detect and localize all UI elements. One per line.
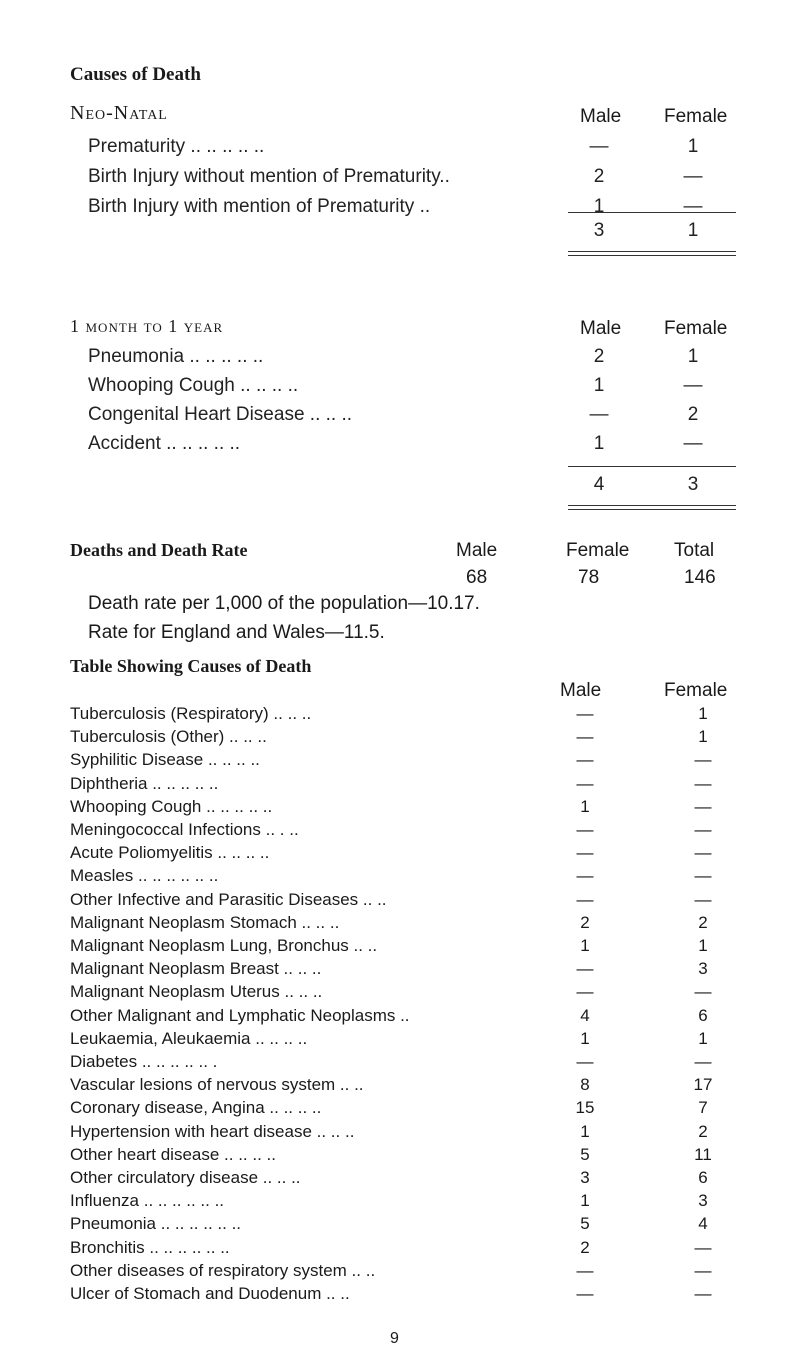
row-label: Tuberculosis (Respiratory) .. .. .. bbox=[70, 704, 312, 723]
row-male-value: 1 bbox=[580, 936, 590, 955]
row-female-value: 3 bbox=[698, 1191, 708, 1211]
row-male-value: — bbox=[576, 959, 594, 979]
row-female-value: 1 bbox=[698, 727, 708, 747]
table-row bbox=[70, 774, 730, 794]
table-row bbox=[88, 346, 738, 372]
row-female-value: 4 bbox=[698, 1214, 708, 1234]
table-row bbox=[70, 843, 730, 863]
table-row bbox=[70, 866, 730, 886]
row-male-value: 8 bbox=[580, 1075, 590, 1095]
table-row bbox=[70, 727, 730, 747]
row-label: Whooping Cough .. .. .. .. bbox=[88, 375, 299, 396]
england-rate-line: Rate for England and Wales—11.5. bbox=[88, 622, 385, 643]
row-male-value: 2 bbox=[593, 346, 605, 367]
neonatal-total-row bbox=[88, 220, 738, 246]
row-male-value: 2 bbox=[593, 166, 605, 187]
row-label: Coronary disease, Angina .. .. .. .. bbox=[70, 1098, 322, 1118]
row-female-value: 2 bbox=[698, 912, 708, 932]
row-male-value: — bbox=[576, 704, 594, 723]
row-female-value: — bbox=[694, 889, 712, 909]
table-row bbox=[70, 1284, 730, 1304]
table-row bbox=[70, 1122, 730, 1142]
row-label: Other Infective and Parasitic Diseases .. .. bbox=[70, 889, 387, 909]
deaths-heading: Deaths and Death Rate bbox=[70, 540, 248, 560]
row-male-value: 1 bbox=[580, 1191, 590, 1211]
table-row bbox=[70, 1098, 730, 1118]
infant-total-male: 4 bbox=[593, 474, 605, 495]
row-male-value: — bbox=[576, 866, 594, 886]
row-male-value: — bbox=[576, 843, 594, 863]
row-label: Accident .. .. .. .. .. bbox=[88, 433, 241, 454]
row-female-value: — bbox=[694, 796, 712, 816]
row-male-value: 1 bbox=[580, 1028, 590, 1048]
row-label: Influenza .. .. .. .. .. .. bbox=[70, 1191, 225, 1211]
table-row bbox=[70, 1261, 730, 1281]
table-row bbox=[70, 1145, 730, 1165]
row-label: Measles .. .. .. .. .. .. bbox=[70, 866, 219, 886]
row-female-value: — bbox=[694, 1260, 712, 1280]
neonatal-female-header: Female bbox=[664, 106, 728, 127]
table-row bbox=[88, 375, 738, 401]
table-row bbox=[70, 890, 730, 910]
table-row bbox=[88, 196, 738, 222]
row-female-value: 6 bbox=[698, 1005, 708, 1025]
row-label: Other Malignant and Lymphatic Neoplasms .. bbox=[70, 1005, 410, 1025]
row-label: Malignant Neoplasm Lung, Bronchus .. .. bbox=[70, 936, 378, 955]
deaths-male-value: 68 bbox=[466, 567, 488, 588]
causes-heading: Table Showing Causes of Death bbox=[70, 656, 312, 676]
row-label: Acute Poliomyelitis .. .. .. .. bbox=[70, 843, 270, 863]
table-row bbox=[70, 959, 730, 979]
row-male-value: — bbox=[576, 820, 594, 839]
row-label: Birth Injury with mention of Prematurity .. bbox=[88, 196, 431, 217]
neonatal-heading: Neo-Natal bbox=[70, 102, 168, 124]
row-label: Tuberculosis (Other) .. .. .. bbox=[70, 727, 267, 747]
row-female-value: — bbox=[694, 982, 712, 1002]
infant-total-rule bbox=[568, 466, 736, 467]
infant-heading: 1 month to 1 year bbox=[70, 316, 224, 336]
row-male-value: 4 bbox=[580, 1005, 590, 1025]
table-row bbox=[70, 1075, 730, 1095]
table-row bbox=[70, 936, 730, 956]
document-title: Causes of Death bbox=[70, 64, 201, 85]
row-label: Other heart disease .. .. .. .. bbox=[70, 1144, 276, 1164]
row-label: Meningococcal Infections .. . .. bbox=[70, 820, 299, 839]
deaths-female-value: 78 bbox=[578, 567, 600, 588]
row-label: Congenital Heart Disease .. .. .. bbox=[88, 404, 353, 425]
table-row bbox=[88, 433, 738, 459]
row-female-value: 1 bbox=[698, 1028, 708, 1048]
row-female-value: — bbox=[694, 843, 712, 863]
table-row bbox=[70, 797, 730, 817]
row-male-value: — bbox=[576, 1284, 594, 1303]
row-label: Whooping Cough .. .. .. .. .. bbox=[70, 796, 273, 816]
neonatal-total-male: 3 bbox=[593, 220, 605, 241]
row-male-value: 5 bbox=[580, 1214, 590, 1234]
table-row bbox=[88, 166, 738, 192]
causes-female-header: Female bbox=[664, 680, 728, 701]
deaths-total-value: 146 bbox=[684, 567, 716, 588]
row-label: Bronchitis .. .. .. .. .. .. bbox=[70, 1237, 230, 1257]
neonatal-total-rule bbox=[568, 212, 736, 213]
row-label: Other circulatory disease .. .. .. bbox=[70, 1168, 301, 1187]
causes-male-header: Male bbox=[560, 680, 602, 701]
table-row bbox=[88, 136, 738, 162]
row-male-value: — bbox=[576, 750, 594, 770]
row-female-value: 1 bbox=[687, 346, 699, 367]
row-female-value: 3 bbox=[698, 959, 708, 979]
row-female-value: 6 bbox=[698, 1168, 708, 1187]
row-female-value: — bbox=[694, 773, 712, 793]
row-male-value: 2 bbox=[580, 912, 590, 932]
row-female-value: — bbox=[683, 375, 703, 396]
row-label: Pneumonia .. .. .. .. .. .. bbox=[70, 1214, 242, 1234]
table-row bbox=[70, 704, 730, 724]
row-male-value: — bbox=[576, 1052, 594, 1071]
row-male-value: — bbox=[576, 773, 594, 793]
row-female-value: — bbox=[694, 750, 712, 770]
row-label: Hypertension with heart disease .. .. .. bbox=[70, 1121, 355, 1141]
deaths-female-header: Female bbox=[566, 540, 630, 561]
row-female-value: — bbox=[683, 196, 703, 217]
table-row bbox=[70, 1191, 730, 1211]
row-male-value: 1 bbox=[593, 375, 605, 396]
deaths-male-header: Male bbox=[456, 540, 498, 561]
table-row bbox=[70, 820, 730, 840]
table-row bbox=[70, 1214, 730, 1234]
row-male-value: — bbox=[576, 1260, 594, 1280]
infant-total-row bbox=[88, 474, 738, 500]
row-female-value: — bbox=[694, 1284, 712, 1303]
page-number: 9 bbox=[390, 1330, 399, 1347]
row-female-value: 7 bbox=[698, 1098, 708, 1118]
row-male-value: 2 bbox=[580, 1237, 590, 1257]
row-female-value: 1 bbox=[698, 936, 708, 955]
row-female-value: — bbox=[694, 1237, 712, 1257]
row-male-value: 1 bbox=[580, 1121, 590, 1141]
row-male-value: 15 bbox=[575, 1098, 595, 1118]
row-label: Diphtheria .. .. .. .. .. bbox=[70, 773, 219, 793]
row-label: Other diseases of respiratory system .. .. bbox=[70, 1260, 376, 1280]
row-male-value: 1 bbox=[580, 796, 590, 816]
row-label: Prematurity .. .. .. .. .. bbox=[88, 136, 265, 157]
table-row bbox=[70, 913, 730, 933]
row-female-value: 2 bbox=[687, 404, 699, 425]
table-row bbox=[70, 1168, 730, 1188]
row-label: Ulcer of Stomach and Duodenum .. .. bbox=[70, 1284, 350, 1303]
neonatal-male-header: Male bbox=[580, 106, 622, 127]
row-label: Birth Injury without mention of Prematurity.. bbox=[88, 166, 450, 187]
infant-total-female: 3 bbox=[687, 474, 699, 495]
row-male-value: — bbox=[589, 136, 609, 157]
row-male-value: — bbox=[576, 889, 594, 909]
row-label: Malignant Neoplasm Breast .. .. .. bbox=[70, 959, 322, 979]
row-label: Diabetes .. .. .. .. .. . bbox=[70, 1052, 218, 1071]
neonatal-total-female: 1 bbox=[687, 220, 699, 241]
row-male-value: — bbox=[576, 727, 594, 747]
row-male-value: — bbox=[576, 982, 594, 1002]
row-male-value: 1 bbox=[593, 433, 605, 454]
row-label: Syphilitic Disease .. .. .. .. bbox=[70, 750, 260, 770]
row-male-value: 1 bbox=[593, 196, 605, 217]
row-label: Vascular lesions of nervous system .. .. bbox=[70, 1075, 364, 1095]
infant-double-rule bbox=[568, 505, 736, 510]
table-row bbox=[70, 1238, 730, 1258]
row-female-value: 17 bbox=[693, 1075, 713, 1095]
death-rate-line: Death rate per 1,000 of the population—10.17. bbox=[88, 593, 480, 614]
table-row bbox=[70, 1029, 730, 1049]
table-row bbox=[88, 404, 738, 430]
neonatal-double-rule bbox=[568, 251, 736, 256]
row-female-value: 1 bbox=[687, 136, 699, 157]
row-female-value: — bbox=[694, 866, 712, 886]
table-row bbox=[70, 982, 730, 1002]
infant-male-header: Male bbox=[580, 318, 622, 339]
row-female-value: 2 bbox=[698, 1121, 708, 1141]
row-female-value: — bbox=[683, 433, 703, 454]
infant-female-header: Female bbox=[664, 318, 728, 339]
row-female-value: — bbox=[683, 166, 703, 187]
table-row bbox=[70, 1052, 730, 1072]
row-female-value: — bbox=[694, 1052, 712, 1071]
row-male-value: — bbox=[589, 404, 609, 425]
row-female-value: 1 bbox=[698, 704, 708, 723]
row-label: Pneumonia .. .. .. .. .. bbox=[88, 346, 264, 367]
row-label: Malignant Neoplasm Stomach .. .. .. bbox=[70, 912, 340, 932]
row-female-value: — bbox=[694, 820, 712, 839]
row-female-value: 11 bbox=[694, 1144, 712, 1164]
row-male-value: 3 bbox=[580, 1168, 590, 1187]
row-label: Malignant Neoplasm Uterus .. .. .. bbox=[70, 982, 323, 1002]
row-male-value: 5 bbox=[580, 1144, 590, 1164]
deaths-total-header: Total bbox=[674, 540, 715, 561]
table-row bbox=[70, 750, 730, 770]
row-label: Leukaemia, Aleukaemia .. .. .. .. bbox=[70, 1028, 308, 1048]
table-row bbox=[70, 1006, 730, 1026]
